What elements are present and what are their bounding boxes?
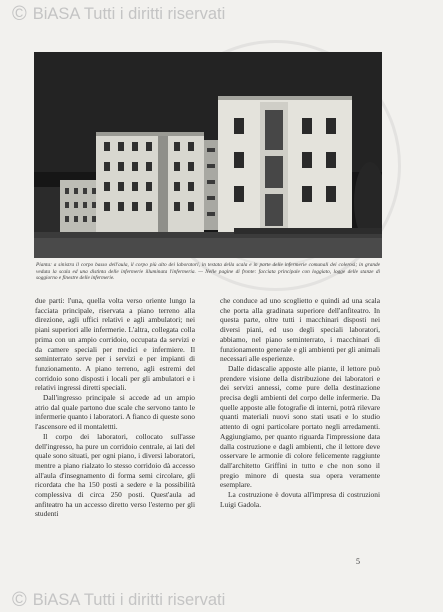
paragraph: che conduce ad uno scoglietto e quindi ad una scala che porta alla gradinata superiore dell'anfiteatro. In questa parte, oltre tutti i macchinari disposti nei diversi piani, ed uso degli speciali laboratori, abbiamo, nel piano seminterrato, i macchinari di funzionamento generale e gli ambienti per gli animali necessari alle esperienze. bbox=[220, 296, 380, 364]
watermark-text: BiASA Tutti i diritti riservati bbox=[32, 4, 226, 23]
watermark-bottom bbox=[0, 588, 443, 612]
paragraph: Dall'ingresso principale si accede ad un ampio atrio dal quale partono due scale che servono tanto le infermerie quanto i laboratori. A fianco di queste sono l'ascensore ed il montalettti. bbox=[35, 393, 195, 432]
text-column-left bbox=[35, 296, 195, 519]
paragraph: Il corpo dei laboratori, collocato sull'asse dell'ingresso, ha pure un corridoio centrale, ai lati del quale sono situati, per ogni piano, i diversi laboratori, mentre a piano rialzato lo stesso corridoio dà accesso all'aula d'insegnamento di forma semi circolare, gli ricordata che ha 150 posti a sedere e la possibilità complessiva di circa 250 posti. Quest'aula ad anfiteatro ha un accesso diretto verso l'esterno per gli studenti bbox=[35, 431, 195, 519]
photo-caption: Pianta: a sinistra il corpo basso dell'aula, il corpo più alto dei laboratori, in testata della scala e in parte delle infermerie comunali dei colerosi; in grande veduta la scala ed una distinta delle infermerie illuminata l'infermeria. — Nelle pagine di fronte: facciata principale con loggiato, logge delle stanze di soggiorno e finestre delle infermerie. bbox=[36, 262, 380, 282]
text-column-right bbox=[220, 296, 380, 509]
watermark-text: BiASA Tutti i diritti riservati bbox=[32, 590, 226, 609]
hospital-building-image bbox=[34, 52, 382, 258]
paragraph: Dalle didascalie apposte alle piante, il lettore può prendere visione della distribuzione dei laboratori e dei servizi annessi, come pure della destinazione precisa degli ambienti del corpo delle infermerie. Da quelle apposte alle fotografie di interni, potrà rilevare quanti materiali nuovi sono stati usati e lo studio attento di ogni particolare portato negli arredamenti. Aggiungiamo, per quanto riguarda l'impressione data dalla costruzione e dagli ambienti, che il lettore deve osservare le armonie di colore felicemente raggiunte dall'architetto Griffini in tutto e che non sono il pregio minore di questa sua opera veramente esemplare. bbox=[220, 363, 380, 490]
paragraph: La costruzione è dovuta all'impresa di costruzioni Luigi Gadola. bbox=[220, 490, 380, 509]
building-photo bbox=[34, 52, 382, 258]
copyright-icon: © bbox=[12, 589, 27, 611]
watermark-top bbox=[0, 2, 443, 26]
paragraph: due parti: l'una, quella volta verso oriente lungo la facciata principale, riservata a piano terreno alla direzione, agli uffici relativi e agli ambulatori; nei piani superiori alle infermerie. L'altra, collegata colla prima con un ampio corridoio, occupata da servizi e da camere speciali per medici e infermiere. Il seminterrato serve per i servizi e per impianti di funzionamento. A piano terreno, agli estremi del corridoio sono disposti i locali per gli ambulatori e i relativi ingressi diretti speciali. bbox=[35, 296, 195, 393]
page-number: 5 bbox=[356, 557, 360, 566]
copyright-icon: © bbox=[12, 3, 27, 25]
